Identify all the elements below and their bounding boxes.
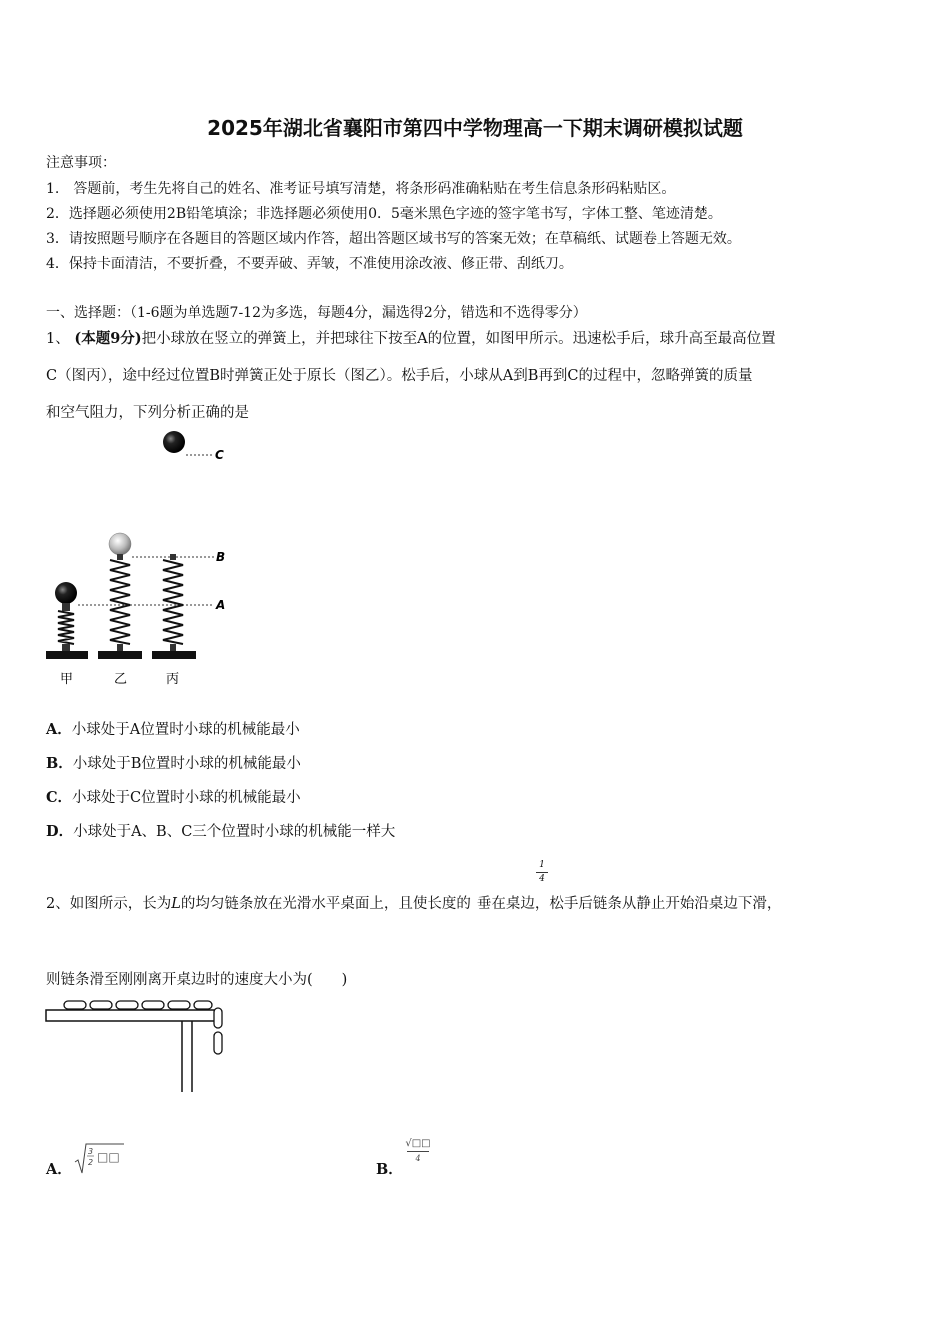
page-title: 2025年湖北省襄阳市第四中学物理高一下期末调研模拟试题 <box>207 116 743 140</box>
question-number: 2、 <box>46 896 70 912</box>
question-tag: (本题9分) <box>74 330 142 347</box>
notice-item: 2．选择题必须使用2B铅笔填涂；非选择题必须使用0．5毫米黑色字迹的签字笔书写，字体工整、笔迹清楚。 <box>46 206 722 222</box>
question-2-line-1 <box>46 892 781 913</box>
ball-c <box>163 431 185 453</box>
spring-figure <box>40 425 240 695</box>
numerator: 3 <box>88 1147 94 1156</box>
option-letter: B． <box>46 755 73 772</box>
fraction-denominator: 4 <box>415 1154 421 1163</box>
option-text: 小球处于A位置时小球的机械能最小 <box>71 722 300 738</box>
spring-jia <box>46 582 88 659</box>
chain-table-figure <box>44 996 234 1098</box>
q2-option-b[interactable] <box>376 1158 403 1179</box>
option-letter: D． <box>46 823 74 840</box>
question-text: 垂在桌边，松手后链条从静止开始沿桌边下滑， <box>476 896 782 912</box>
question-1-line-3: 和空气阻力，下列分析正确的是 <box>46 405 249 421</box>
fraction-denominator: 4 <box>539 874 545 884</box>
fraction <box>536 860 548 885</box>
sqrt-expression <box>74 1140 126 1176</box>
question-1-line-1 <box>46 327 776 348</box>
label-c: C <box>215 448 224 462</box>
fraction-numerator: 1 <box>539 860 545 870</box>
fraction-numerator: √□□ <box>405 1138 431 1149</box>
option-text: 小球处于C位置时小球的机械能最小 <box>72 790 301 806</box>
q2-option-a[interactable] <box>46 1158 72 1179</box>
placeholder-boxes: □□ <box>97 1150 120 1164</box>
label-a: A <box>216 598 226 612</box>
option-letter: A． <box>46 1161 72 1178</box>
spring-bing <box>152 554 196 659</box>
question-2-line-2: 则链条滑至刚刚离开桌边时的速度大小为( ) <box>46 972 348 988</box>
notice-item: 3．请按照题号顺序在各题目的答题区域内作答，超出答题区域书写的答案无效；在草稿纸、试题卷上答题无效。 <box>46 231 741 247</box>
question-text: 的均匀链条放在光滑水平桌面上，且使长度的 <box>180 896 471 912</box>
option-d[interactable] <box>46 820 395 841</box>
caption-bing: 丙 <box>166 672 180 687</box>
label-b: B <box>216 550 226 564</box>
question-text: 把小球放在竖立的弹簧上，并把球往下按至A的位置，如图甲所示。迅速松手后，球升高至最高位置 <box>141 331 776 347</box>
caption-yi: 乙 <box>114 672 128 687</box>
notice-heading: 注意事项： <box>46 155 116 171</box>
caption-jia: 甲 <box>60 672 74 687</box>
spring-yi <box>98 533 142 659</box>
table-top <box>46 1010 216 1021</box>
option-text: 小球处于A、B、C三个位置时小球的机械能一样大 <box>73 824 396 840</box>
notice-item: 1. 答题前，考生先将自己的姓名、准考证号填写清楚，将条形码准确粘贴在考生信息条形码粘贴区。 <box>46 181 676 197</box>
chain <box>64 1001 222 1054</box>
section-heading: 一、选择题：（1-6题为单选题7-12为多选，每题4分，漏选得2分，错选和不选得零分） <box>46 305 587 321</box>
question-text: 如图所示，长为 <box>69 896 172 912</box>
question-1-line-2: C（图丙），途中经过位置B时弹簧正处于原长（图乙）。松手后，小球从A到B再到C的过程中，忽略弹簧的质量 <box>46 368 753 384</box>
question-number: 1、 <box>46 331 70 347</box>
option-letter: A． <box>46 721 72 738</box>
option-text: 小球处于B位置时小球的机械能最小 <box>72 756 301 772</box>
option-a[interactable] <box>46 718 300 739</box>
option-c[interactable] <box>46 786 301 807</box>
fraction-b <box>404 1138 432 1165</box>
option-letter: B． <box>376 1161 403 1178</box>
option-letter: C． <box>46 789 73 806</box>
var-l: L <box>171 896 181 912</box>
denominator: 2 <box>88 1158 94 1167</box>
option-b[interactable] <box>46 752 301 773</box>
notice-item: 4．保持卡面清洁，不要折叠，不要弄破、弄皱，不准使用涂改液、修正带、刮纸刀。 <box>46 256 573 272</box>
